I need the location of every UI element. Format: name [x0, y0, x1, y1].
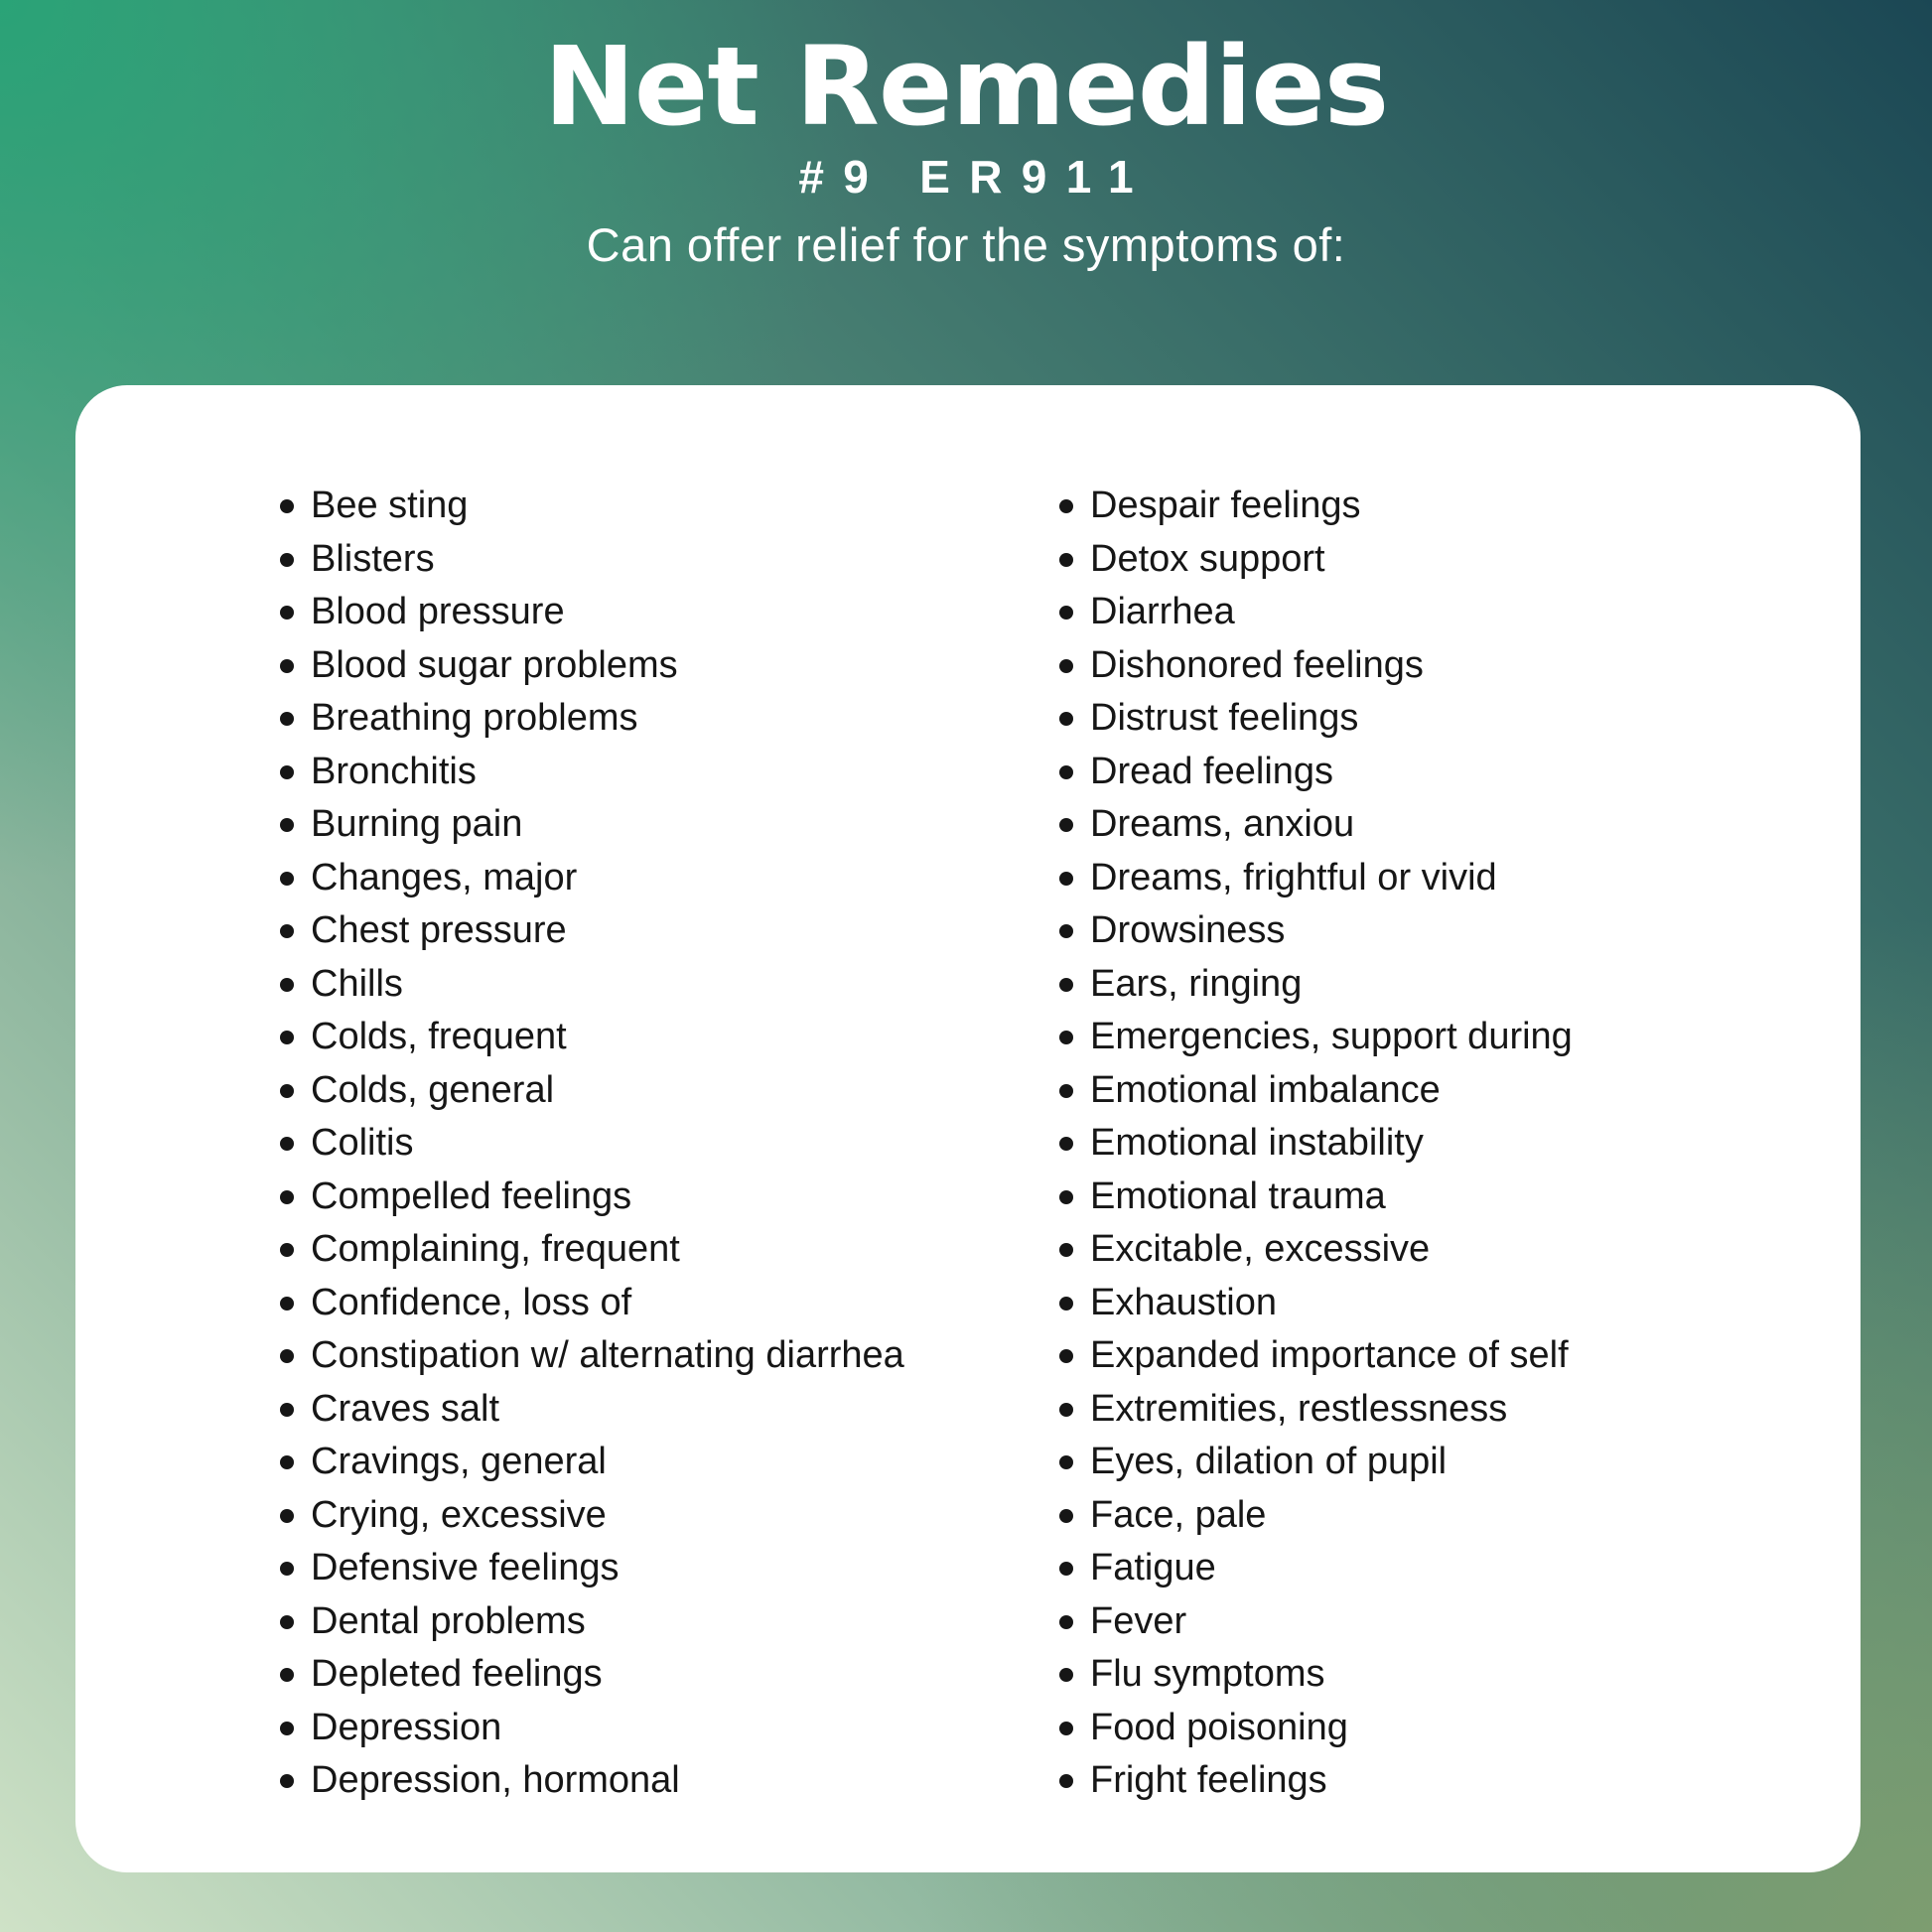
list-item: Dishonored feelings: [1045, 639, 1861, 693]
list-item: Despair feelings: [1045, 480, 1861, 533]
list-item: Distrust feelings: [1045, 692, 1861, 746]
list-item: Drowsiness: [1045, 904, 1861, 958]
list-item: Changes, major: [266, 852, 968, 905]
list-item: Confidence, loss of: [266, 1277, 968, 1330]
list-item: Craves salt: [266, 1383, 968, 1437]
list-item: Emotional trauma: [1045, 1171, 1861, 1224]
list-item: Emotional imbalance: [1045, 1064, 1861, 1118]
list-item: Bronchitis: [266, 746, 968, 799]
list-item: Face, pale: [1045, 1489, 1861, 1543]
list-item: Eyes, dilation of pupil: [1045, 1436, 1861, 1489]
list-item: Diarrhea: [1045, 586, 1861, 639]
page-title: Net Remedies: [543, 23, 1389, 150]
product-code: #9 ER911: [798, 151, 1153, 203]
list-item: Complaining, frequent: [266, 1223, 968, 1277]
list-item: Fatigue: [1045, 1542, 1861, 1595]
list-item: Chest pressure: [266, 904, 968, 958]
list-item: Depression: [266, 1702, 968, 1755]
list-item: Dreams, frightful or vivid: [1045, 852, 1861, 905]
list-item: Blood pressure: [266, 586, 968, 639]
list-item: Dreams, anxiou: [1045, 798, 1861, 852]
list-item: Defensive feelings: [266, 1542, 968, 1595]
list-item: Burning pain: [266, 798, 968, 852]
list-item: Emergencies, support during: [1045, 1011, 1861, 1064]
list-item: Chills: [266, 958, 968, 1012]
list-item: Flu symptoms: [1045, 1648, 1861, 1702]
symptom-list-left: [75, 480, 968, 1808]
list-item: Crying, excessive: [266, 1489, 968, 1543]
list-item: Blisters: [266, 533, 968, 587]
list-item: Ears, ringing: [1045, 958, 1861, 1012]
list-item: Exhaustion: [1045, 1277, 1861, 1330]
list-item: Bee sting: [266, 480, 968, 533]
list-item: Colds, general: [266, 1064, 968, 1118]
list-item: Emotional instability: [1045, 1117, 1861, 1171]
list-item: Cravings, general: [266, 1436, 968, 1489]
symptom-card: [75, 385, 1861, 1872]
list-item: Compelled feelings: [266, 1171, 968, 1224]
symptom-list-right: [968, 480, 1861, 1808]
list-item: Breathing problems: [266, 692, 968, 746]
list-item: Colitis: [266, 1117, 968, 1171]
poster-header: [0, 0, 1932, 273]
tagline: Can offer relief for the symptoms of:: [586, 217, 1346, 271]
list-item: Depleted feelings: [266, 1648, 968, 1702]
list-item: Extremities, restlessness: [1045, 1383, 1861, 1437]
list-item: Dread feelings: [1045, 746, 1861, 799]
list-item: Fright feelings: [1045, 1754, 1861, 1808]
list-item: Blood sugar problems: [266, 639, 968, 693]
list-item: Colds, frequent: [266, 1011, 968, 1064]
list-item: Expanded importance of self: [1045, 1329, 1861, 1383]
list-item: Constipation w/ alternating diarrhea: [266, 1329, 968, 1383]
list-item: Dental problems: [266, 1595, 968, 1649]
list-item: Food poisoning: [1045, 1702, 1861, 1755]
list-item: Excitable, excessive: [1045, 1223, 1861, 1277]
list-item: Detox support: [1045, 533, 1861, 587]
symptom-columns: [75, 385, 1861, 1808]
list-item: Fever: [1045, 1595, 1861, 1649]
list-item: Depression, hormonal: [266, 1754, 968, 1808]
